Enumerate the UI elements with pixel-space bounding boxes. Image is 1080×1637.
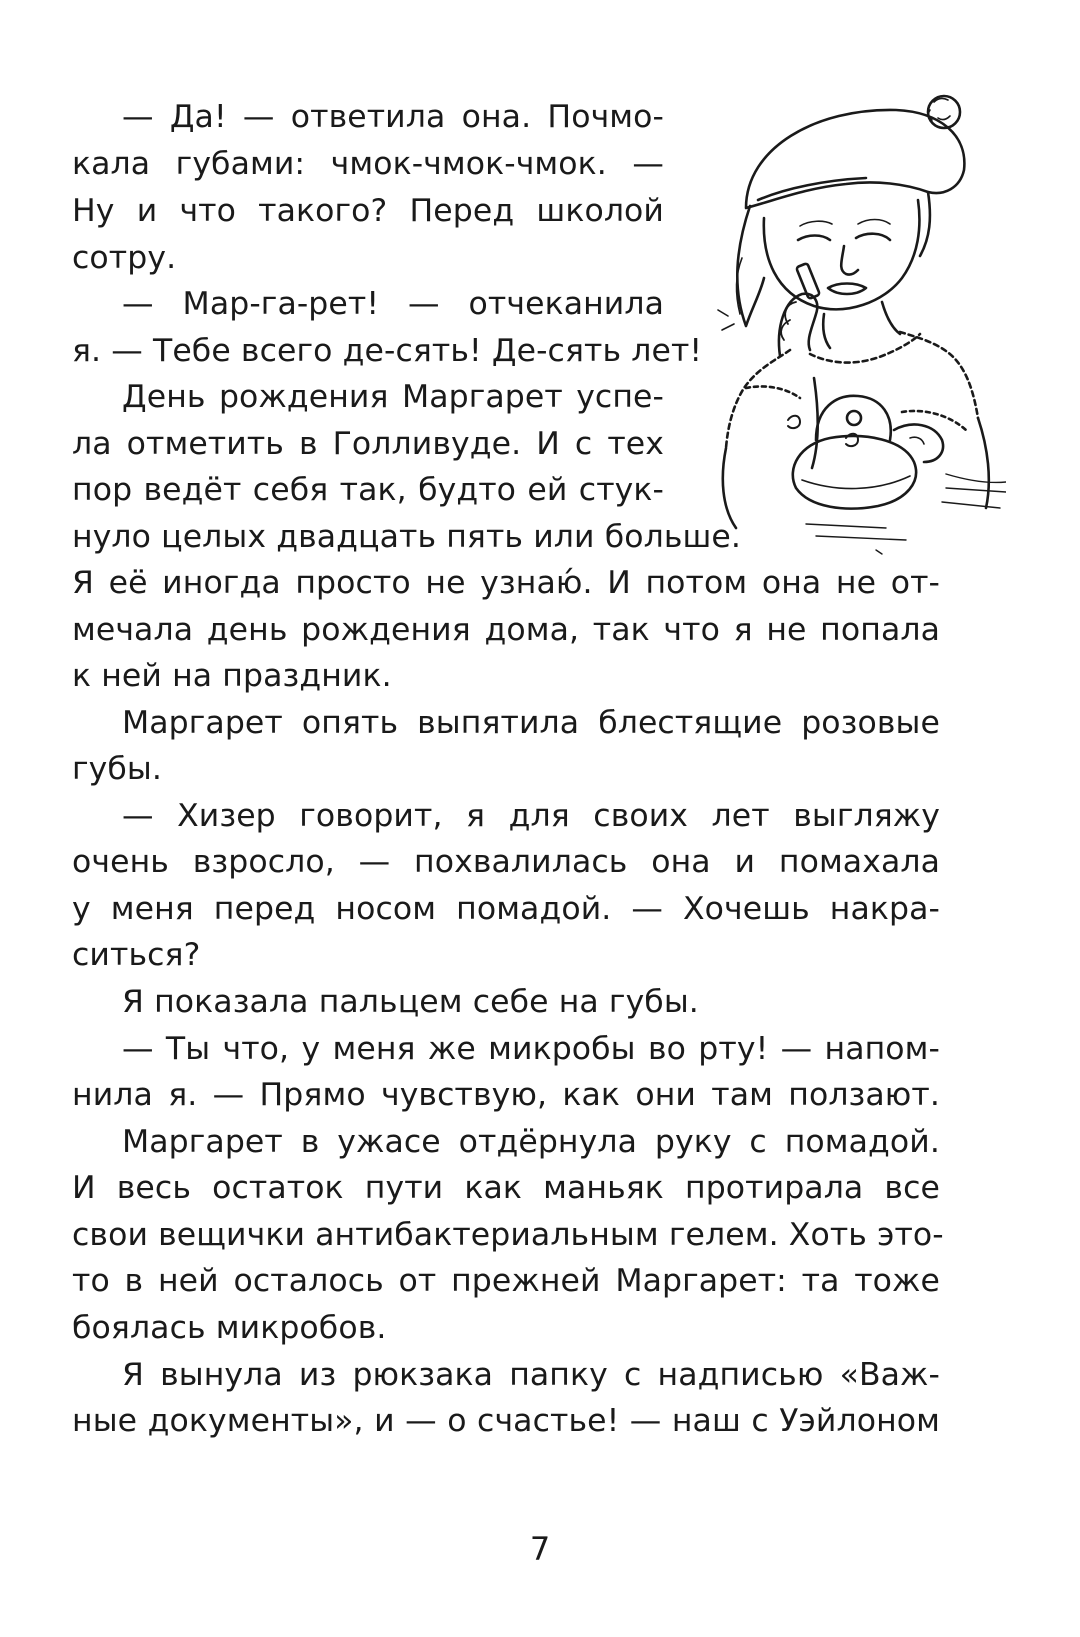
text-line: Я показала пальцем себе на губы. [122,984,699,1020]
text-line: — Мар-га-рет! — отчеканила [122,286,664,322]
text-line: к ней на праздник. [72,658,392,694]
text-line: губы. [72,751,163,787]
text-line: мечала день рождения дома, так что я не попала [72,612,940,648]
text-line: — Да! — ответила она. Почмо- [122,99,664,135]
text-line: свои вещички антибактериальным гелем. Хоть это- [72,1217,944,1253]
text-line: сотру. [72,240,177,276]
text-line: нила я. — Прямо чувствую, как они там ползают. [72,1077,940,1113]
text-line: то в ней осталось от прежней Маргарет: та тоже [72,1263,940,1299]
text-line: кала губами: чмок-чмок-чмок. — [72,146,664,182]
text-line: у меня перед носом помадой. — Хочешь накра- [72,891,940,927]
text-line: пор ведёт себя так, будто ей стук- [72,472,664,508]
text-line: — Ты что, у меня же микробы во рту! — напом- [122,1031,940,1067]
text-line: боялась микробов. [72,1310,387,1346]
text-line: ла отметить в Голливуде. И с тех [72,426,664,462]
text-line: Маргарет опять выпятила блестящие розовые [122,705,940,741]
text-line: ситься? [72,937,201,973]
text-line: нуло целых двадцать пять или больше. [72,519,742,555]
text-line: ные документы», и — о счастье! — наш с Уэйлоном [72,1403,940,1439]
text-line: — Хизер говорит, я для своих лет выгляжу [122,798,940,834]
text-line: очень взросло, — похвалилась она и помахала [72,844,940,880]
text-line: я. — Тебе всего де-сять! Де-сять лет! [72,333,703,369]
page-number: 7 [529,1530,551,1568]
text-line: И весь остаток пути как маньяк протирала все [72,1170,940,1206]
text-line: Маргарет в ужасе отдёрнула руку с помадой. [122,1124,940,1160]
text-line: Ну и что такого? Перед школой [72,193,664,229]
text-line: Я вынула из рюкзака папку с надписью «Важ- [122,1357,940,1393]
text-line: День рождения Маргарет успе- [122,379,664,415]
text-line: Я её иногда просто не узнаю́. И потом она не от- [72,565,940,601]
girl-with-lipstick-illustration [706,88,1006,558]
